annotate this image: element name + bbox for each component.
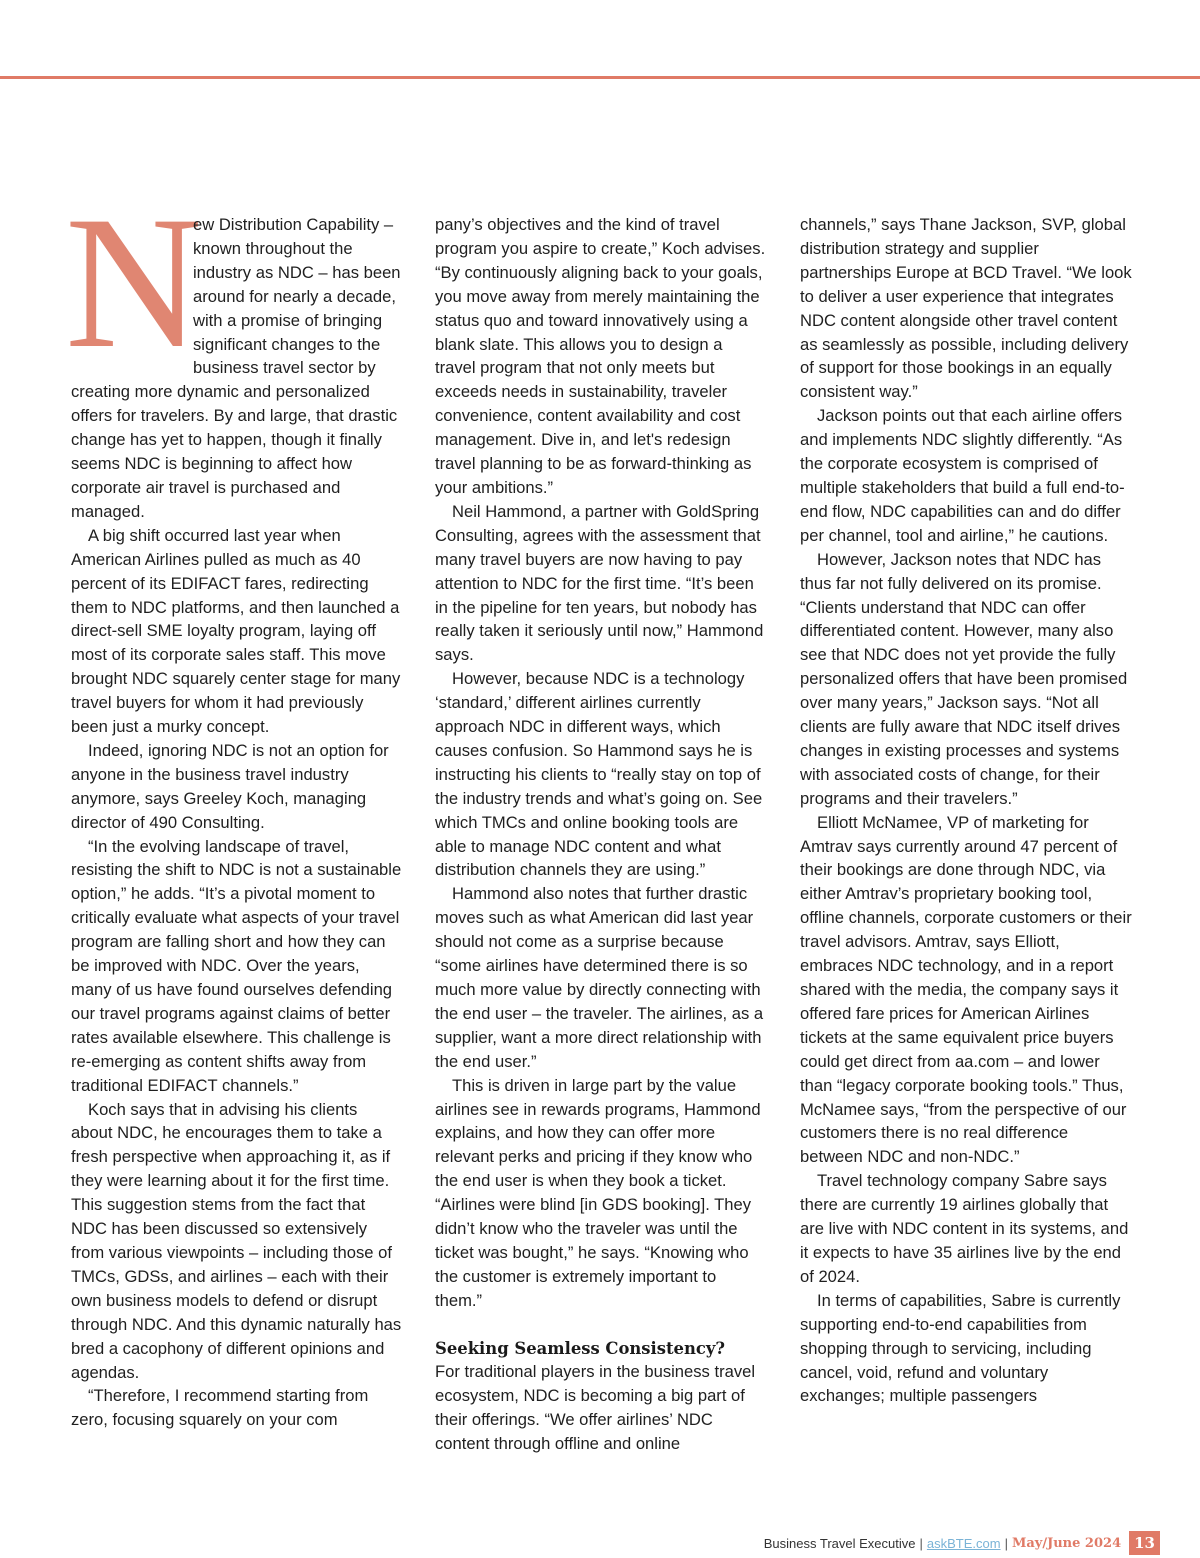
paragraph: channels,” says Thane Jackson, SVP, global distribution strategy and supplier partnerships Europe at BCD Travel. “We look to deliver a user experience that integrates NDC content alongside other travel content as seamlessly as possible, including delivery of support for those bookings in an equally consistent way.” [800,215,1132,402]
paragraph: “In the evolving landscape of travel, resisting the shift to NDC is not a sustainable option,” he adds. “It’s a pivotal moment to critically evaluate what aspects of your travel program are falling short and how they can be improved with NDC. Over the years, many of us have found ourselves defending our travel programs against claims of better rates available elsewhere. This challenge is re-emerging as content shifts away from traditional EDIFACT channels.” [71,836,402,1095]
column-3 [800,213,1132,1408]
paragraph: Neil Hammond, a partner with GoldSpring Consulting, agrees with the assessment that many travel buyers are now having to pay attention to NDC for the first time. “It’s been in the pipeline for ten years, but nobody has really taken it seriously until now,” Hammond says. [435,501,764,665]
page-footer [764,1530,1160,1556]
website-link[interactable]: askBTE.com [926,1535,1001,1551]
page-number: 13 [1129,1531,1160,1555]
paragraph: Indeed, ignoring NDC is not an option for anyone in the business travel industry anymore, says Greeley Koch, managing director of 490 Consulting. [71,740,389,832]
paragraph: Jackson points out that each airline offers and implements NDC slightly differently. “As the corporate ecosystem is comprised of multiple stakeholders that build a full end-to-end flow, NDC capabilities can and do differ per channel, tool and airline,” he cautions. [800,406,1125,545]
column-2 [435,213,767,1456]
footer-separator: | [1004,1535,1008,1551]
paragraph: In terms of capabilities, Sabre is currently supporting end-to-end capabilities from shopping through to servicing, including cancel, void, refund and voluntary exchanges; multiple passengers [800,1290,1121,1406]
paragraph: ew Distribution Capability – known throughout the industry as NDC – has been around for nearly a decade, with a promise of bringing significant changes to the business travel sector by creating more dynamic and personalized offers for travelers. By and large, that drastic change has yet to happen, though it finally seems NDC is beginning to affect how corporate air travel is purchased and managed. [71,215,401,521]
publication-name: Business Travel Executive [763,1535,916,1551]
footer-separator: | [919,1535,923,1551]
issue-date: May/June 2024 [1011,1535,1122,1551]
paragraph: Elliott McNamee, VP of marketing for Amtrav says currently around 47 percent of their bookings are done through NDC, via either Amtrav’s proprietary booking tool, offline channels, corporate customers or their travel advisors. Amtrav, says Elliott, embraces NDC technology, and in a report shared with the media, the company says it offered fare prices for American Airlines tickets at the same equivalent price buyers could get direct from aa.com – and lower than “legacy corporate booking tools.” Thus, McNamee says, “from the perspective of our customers there is no real difference between NDC and non-NDC.” [800,812,1132,1167]
column-1 [65,178,403,1432]
paragraph: However, because NDC is a technology ‘standard,’ different airlines currently approach NDC in different ways, which causes confusion. So Hammond says he is instructing his clients to “really stay on top of the industry trends and what’s going on. See which TMCs and online booking tools are able to manage NDC content and what distribution channels they are using.” [435,669,763,880]
paragraph: For traditional players in the business travel ecosystem, NDC is becoming a big part of their offerings. “We offer airlines’ NDC content through offline and online [435,1362,756,1454]
paragraph: A big shift occurred last year when American Airlines pulled as much as 40 percent of its EDIFACT fares, redirecting them to NDC platforms, and then launched a direct-sell SME loyalty program, laying off most of its corporate sales staff. This move brought NDC squarely center stage for many travel buyers for whom it had previously been just a murky concept. [71,525,401,737]
subheading: Seeking Seamless Consistency? [435,1338,726,1358]
paragraph: Hammond also notes that further drastic moves such as what American did last year should not come as a surprise because “some airlines have determined there is so much more value by directly connecting with the end user – the traveler. The airlines, as a supplier, want a more direct relationship with the end user.” [435,884,764,1071]
paragraph: “Therefore, I recommend starting from zero, focusing squarely on your com [71,1386,369,1430]
top-rule [0,76,1200,79]
paragraph: pany’s objectives and the kind of travel program you aspire to create,” Koch advises. “By continuously aligning back to your goals, you move away from merely maintaining the status quo and toward innovatively using a blank slate. This allows you to design a travel program that not only meets but exceeds needs in sustainability, traveler convenience, content availability and cost management. Dive in, and let's redesign travel planning to be as forward-thinking as your ambitions.” [435,215,766,497]
drop-cap: N [65,178,203,388]
paragraph: Travel technology company Sabre says there are currently 19 airlines globally that are live with NDC content in its systems, and it expects to have 35 airlines live by the end of 2024. [800,1171,1129,1286]
paragraph: However, Jackson notes that NDC has thus far not fully delivered on its promise. “Clients understand that NDC can offer differentiated content. However, many also see that NDC does not yet provide the fully personalized offers that have been promised over many years,” Jackson says. “Not all clients are fully aware that NDC itself drives changes in existing processes and systems with associated costs of change, for their programs and their travelers.” [800,549,1128,808]
paragraph: This is driven in large part by the value airlines see in rewards programs, Hammond explains, and how they can offer more relevant perks and pricing if they know who the end user is when they book a ticket. “Airlines were blind [in GDS booking]. They didn’t know who the traveler was until the ticket was bought,” he says. “Knowing who the customer is extremely important to them.” [435,1075,761,1310]
paragraph: Koch says that in advising his clients about NDC, he encourages them to take a fresh perspective when approaching it, as if they were learning about it for the first time. This suggestion stems from the fact that NDC has been discussed so extensively from various viewpoints – including those of TMCs, GDSs, and airlines – each with their own business models to defend or disrupt through NDC. And this dynamic naturally has bred a cacophony of different opinions and agendas. [71,1099,402,1382]
